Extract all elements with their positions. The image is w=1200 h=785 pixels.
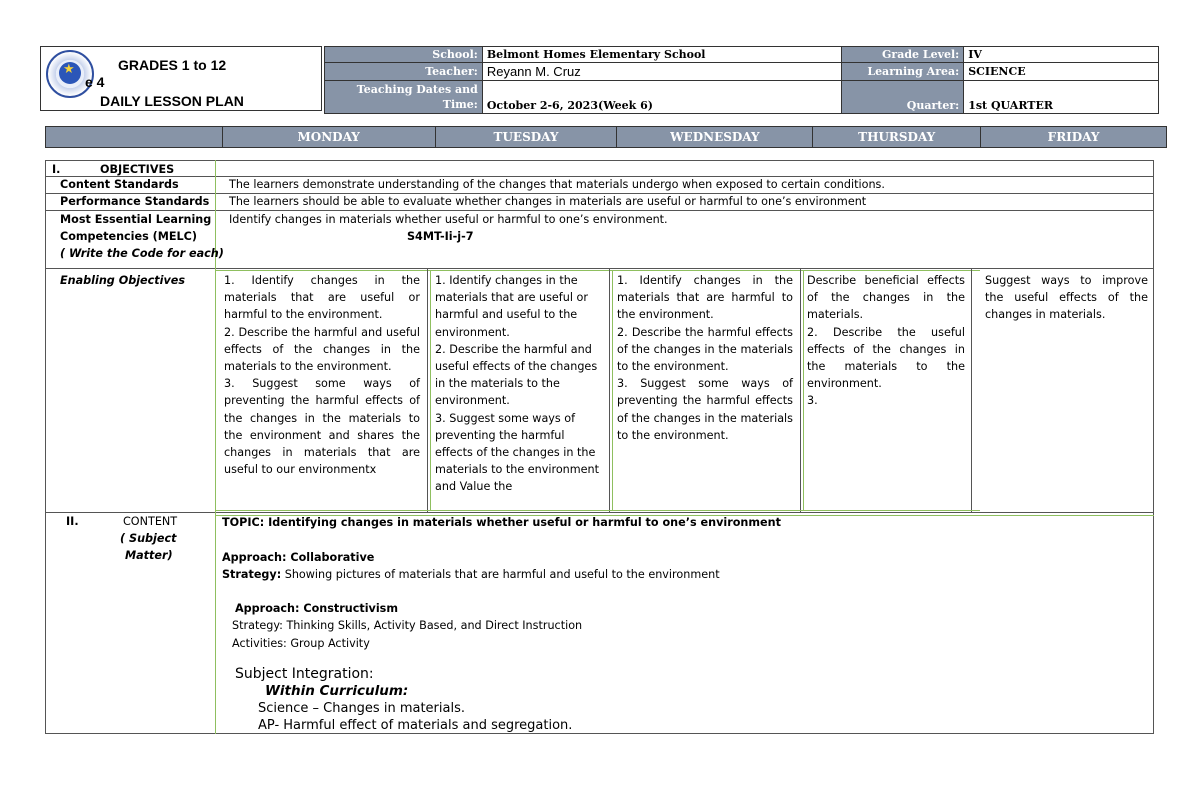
content-heading: CONTENT bbox=[123, 515, 178, 528]
enabling-top-border bbox=[215, 270, 980, 271]
enabling-wednesday: 1. Identify changes in the materials that are harmful to the environment. 2. Describe the harmful effects of the changes in the materials to the environment. 3. Suggest some ways of preventing the harmful effects of the changes in the materials to the environment. bbox=[617, 274, 793, 442]
grade-level-value: IV bbox=[964, 47, 1159, 63]
grade-fragment: e 4 bbox=[85, 74, 105, 90]
strategy-1-text: Showing pictures of materials that are harmful and useful to the environment bbox=[281, 568, 720, 581]
melc-text: Identify changes in materials whether useful or harmful to one’s environment. bbox=[229, 213, 668, 226]
day-wednesday: WEDNESDAY bbox=[617, 127, 813, 148]
info-table bbox=[324, 46, 1159, 114]
integration-science: Science – Changes in materials. bbox=[258, 701, 465, 716]
content-sub-2: Matter) bbox=[125, 549, 173, 562]
day-divider bbox=[427, 268, 428, 512]
grid-line bbox=[45, 512, 1154, 513]
enabling-bottom-border bbox=[215, 510, 980, 511]
cell-border bbox=[803, 270, 804, 510]
strategy-1 bbox=[222, 566, 720, 583]
seal-star-icon: ★ bbox=[63, 62, 75, 77]
enabling-monday: 1. Identify changes in the materials that are useful or harmful to the environment. 2. Describe the harmful and useful effects of the changes in the materials to the environment. 3. Suggest some ways of preventing the harmful effects of the changes in the materials to the environment and shares the changes in materials that are useful to our environmentx bbox=[224, 274, 420, 477]
performance-standards-label: Performance Standards bbox=[60, 195, 210, 208]
approach-constructivism: Approach: Constructivism bbox=[235, 602, 398, 615]
teacher-value: Reyann M. Cruz bbox=[482, 63, 841, 81]
strategy-1-label: Strategy: bbox=[222, 568, 282, 581]
approach-collaborative: Approach: Collaborative bbox=[222, 551, 375, 564]
enabling-friday: Suggest ways to improve the useful effects of the changes in materials. bbox=[985, 274, 1148, 322]
day-divider bbox=[800, 268, 801, 512]
melc-label-2: Competencies (MELC) bbox=[60, 230, 197, 243]
school-value: Belmont Homes Elementary School bbox=[482, 47, 841, 63]
days-header bbox=[45, 126, 1167, 148]
days-blank bbox=[46, 127, 223, 148]
enabling-objectives-label: Enabling Objectives bbox=[60, 274, 185, 287]
cell-border bbox=[612, 270, 613, 510]
performance-standards-text: The learners should be able to evaluate whether changes in materials are useful or harmful to one’s environment bbox=[229, 195, 867, 208]
melc-label-3: ( Write the Code for each) bbox=[60, 247, 224, 260]
melc-code: S4MT-Ii-j-7 bbox=[407, 230, 474, 243]
day-friday: FRIDAY bbox=[981, 127, 1167, 148]
objectives-num: I. bbox=[52, 163, 61, 176]
day-tuesday: TUESDAY bbox=[435, 127, 617, 148]
content-standards-text: The learners demonstrate understanding of the changes that materials undergo when exposed to certain conditions. bbox=[229, 178, 885, 191]
grades-heading: GRADES 1 to 12 bbox=[118, 57, 227, 73]
strategy-2: Strategy: Thinking Skills, Activity Based, and Direct Instruction bbox=[232, 619, 583, 632]
enabling-thursday: Describe beneficial effects of the changes in the materials. 2. Describe the useful effects of the changes in the materials to the environment. 3. bbox=[807, 274, 965, 408]
content-num: II. bbox=[66, 515, 79, 528]
day-monday: MONDAY bbox=[222, 127, 435, 148]
quarter-label: Quarter: bbox=[842, 81, 964, 114]
activities: Activities: Group Activity bbox=[232, 637, 370, 650]
learning-area-value: SCIENCE bbox=[964, 63, 1159, 81]
school-label: School: bbox=[325, 47, 483, 63]
teacher-label: Teacher: bbox=[325, 63, 483, 81]
document-title: DAILY LESSON PLAN bbox=[100, 93, 244, 109]
dates-label-line1: Teaching Dates and bbox=[356, 83, 478, 96]
melc-label-1: Most Essential Learning bbox=[60, 213, 212, 226]
subject-integration: Subject Integration: bbox=[235, 666, 374, 682]
day-divider bbox=[971, 268, 972, 512]
content-sub-1: ( Subject bbox=[120, 532, 177, 545]
grade-level-label: Grade Level: bbox=[842, 47, 964, 63]
enabling-tuesday: 1. Identify changes in the materials that are useful or harmful and useful to the environment. 2. Describe the harmful and useful effects of the changes in the materials to the environment. 3. Suggest some ways of preventing the harmful effects of the changes in the materials to the environment and Value the bbox=[435, 274, 600, 494]
within-curriculum: Within Curriculum: bbox=[265, 683, 409, 699]
day-thursday: THURSDAY bbox=[813, 127, 981, 148]
quarter-value: 1st QUARTER bbox=[964, 81, 1159, 114]
objectives-heading: OBJECTIVES bbox=[100, 163, 175, 176]
learning-area-label: Learning Area: bbox=[842, 63, 964, 81]
cell-border bbox=[430, 270, 431, 510]
dates-label-line2: Time: bbox=[442, 98, 478, 111]
day-divider bbox=[609, 268, 610, 512]
grid-line bbox=[45, 268, 1154, 269]
dates-label bbox=[325, 81, 483, 114]
dates-value: October 2-6, 2023(Week 6) bbox=[482, 81, 841, 114]
integration-ap: AP- Harmful effect of materials and segregation. bbox=[258, 718, 573, 733]
topic: TOPIC: Identifying changes in materials whether useful or harmful to one’s environment bbox=[222, 516, 781, 529]
content-standards-label: Content Standards bbox=[60, 178, 179, 191]
